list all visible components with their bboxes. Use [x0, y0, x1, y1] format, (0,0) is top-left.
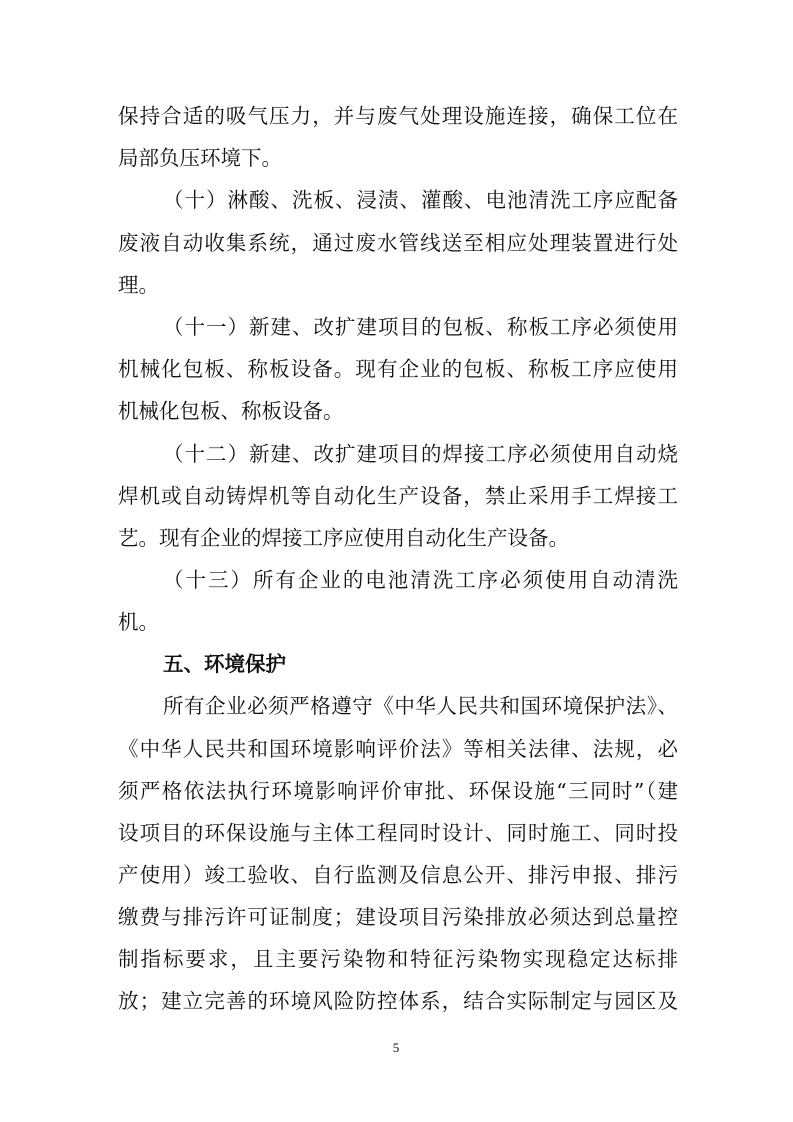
paragraph-line: 机械化包板、称板设备。	[118, 399, 344, 423]
paragraph-line: 废液自动收集系统，通过废水管线送至相应处理装置进行处	[118, 231, 678, 255]
paragraph-line: 须严格依法执行环境影响评价审批、环保设施“三同时”（建	[118, 779, 678, 803]
paragraph-line: 保持合适的吸气压力，并与废气处理设施连接，确保工位在	[118, 104, 678, 128]
paragraph-line: （十一）新建、改扩建项目的包板、称板工序必须使用	[163, 315, 678, 339]
paragraph-line: 《中华人民共和国环境影响评价法》等相关法律、法规，必	[118, 737, 678, 761]
paragraph-line: 放；建立完善的环境风险防控体系，结合实际制定与园区及	[118, 989, 678, 1013]
paragraph-line: 局部负压环境下。	[118, 146, 282, 170]
paragraph-line: （十）淋酸、洗板、浸渍、灌酸、电池清洗工序应配备	[163, 188, 678, 212]
paragraph-line: 理。	[118, 273, 159, 297]
section-heading: 五、环境保护	[163, 652, 286, 676]
paragraph-line: 机械化包板、称板设备。现有企业的包板、称板工序应使用	[118, 357, 678, 381]
paragraph-line: 所有企业必须严格遵守《中华人民共和国环境保护法》、	[163, 694, 678, 718]
paragraph-line: 缴费与排污许可证制度；建设项目污染排放必须达到总量控	[118, 905, 678, 929]
paragraph-line: 制指标要求，且主要污染物和特征污染物实现稳定达标排	[118, 947, 678, 971]
paragraph-line: 设项目的环保设施与主体工程同时设计、同时施工、同时投	[118, 821, 678, 845]
paragraph-line: （十三）所有企业的电池清洗工序必须使用自动清洗	[163, 568, 678, 592]
paragraph-line: 焊机或自动铸焊机等自动化生产设备，禁止采用手工焊接工	[118, 484, 678, 508]
paragraph-line: 艺。现有企业的焊接工序应使用自动化生产设备。	[118, 526, 569, 550]
paragraph-line: 产使用）竣工验收、自行监测及信息公开、排污申报、排污	[118, 863, 678, 887]
page-number: 5	[392, 1040, 400, 1055]
paragraph-line: （十二）新建、改扩建项目的焊接工序必须使用自动烧	[163, 442, 678, 466]
paragraph-line: 机。	[118, 610, 159, 634]
